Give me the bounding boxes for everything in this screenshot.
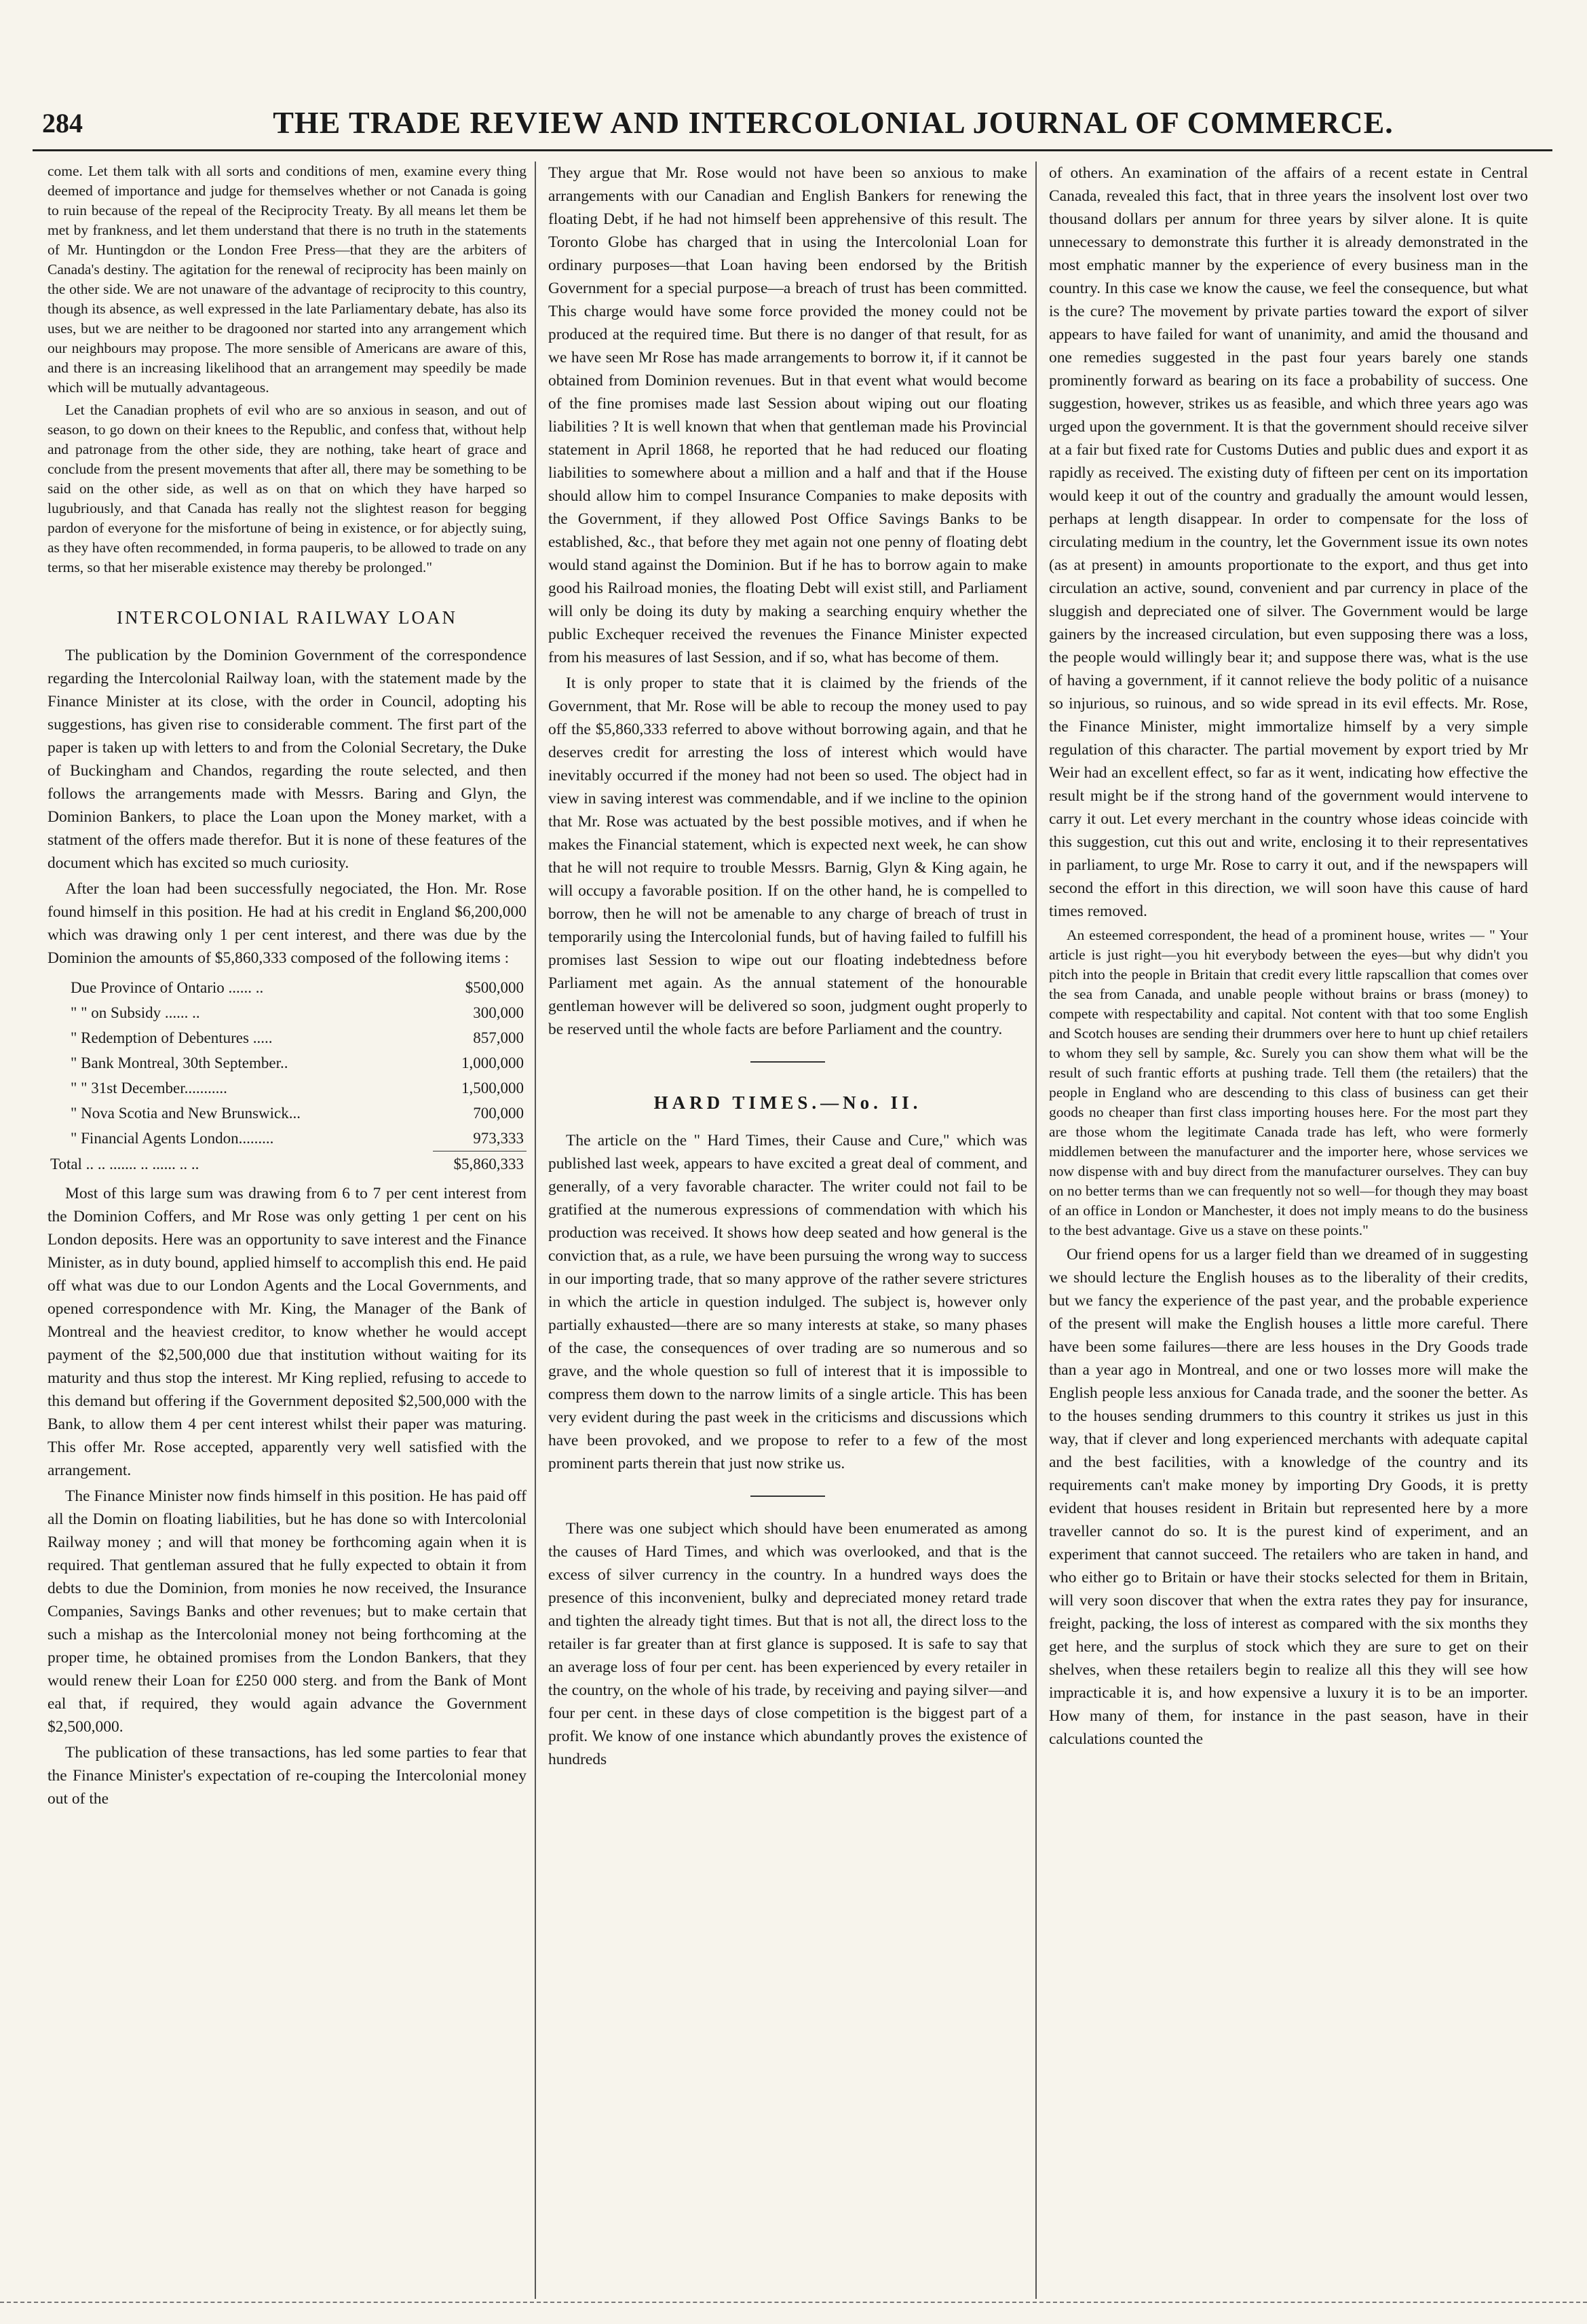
loan-item-amount: 1,000,000: [461, 1054, 524, 1071]
column-1: [47, 161, 527, 2299]
loan-item-amount: 300,000: [473, 1004, 524, 1021]
article-paragraph: Our friend opens for us a larger field than we dreamed of in suggesting we should lecture the English houses as to the liberality of their credits, but we fancy the experience of the past year, and the probable experience of the present will make the English houses a little more careful. There have been some failures—there are less houses in the Dry Goods trade than a year ago in Montreal, and one or two losses more will make the English people less anxious for Canada trade, and the sooner the better. As to the houses sending drummers to this country it strikes us just in this way, that if clever and long experienced merchants with adequate capital and the best facilities, with a knowledge of the country and its requirements can't make money by importing Dry Goods, it is pretty evident that houses resident in Britain but represented here by a more traveller cannot do so. It is the purest kind of experiment, and an experiment that cannot succeed. The retailers who are taken in hand, and who either go to Britain or have their stocks selected for them in Britain, will very soon discover that when the extra rates they pay for insurance, freight, packing, the loss of interest as compared with the six months they get here, and the surplus of stock which they are sure to get on their shelves, when these retailers begin to realize all this they will see how impracticable it is, and how expensive a luxury it is to be an importer. How many of them, for instance in the past season, have in their calculations counted the: [1049, 1246, 1528, 1748]
article-paragraph: Most of this large sum was drawing from 6 to 7 per cent interest from the Dominion Coffers, and Mr Rose was only getting 1 per cent on his London deposits. Here was an opportunity to save interest and the Finance Minister, as in duty bound, applied himself to accomplish this end. He paid off what was due to our London Agents and the Local Governments, and opened correspondence with Mr. King, the Manager of the Bank of Montreal and the heaviest creditor, to know whether he would accept payment of the $2,500,000 due that institution without waiting for its maturity and thus stop the interest. Mr King replied, refusing to accede to this demand but offering if the Government deposited $2,500,000 with the Bank, to allow them 4 per cent interest whilst their paper was maturing. This offer Mr. Rose accepted, apparently very well satisfied with the arrangement.: [47, 1185, 527, 1479]
column-3: [1049, 161, 1528, 2299]
section-divider: [750, 1061, 825, 1063]
loan-item-amount: $500,000: [465, 979, 524, 996]
column-2: [548, 161, 1027, 2299]
article-paragraph: They argue that Mr. Rose would not have been so anxious to make arrangements with our Canadian and English Bankers for renewing the floating Debt, if he had not himself been apprehensive of this result. The Toronto Globe has charged that in using the Intercolonial Loan for ordinary purposes—that Loan having been endorsed by the British Government for a special purpose—a breach of trust has been committed. This charge would have some force provided the money could not be produced at the required time. But there is no danger of that result, for as we have seen Mr Rose has made arrangements to borrow it, if it cannot be obtained from Dominion revenues. But in that event what would become of the fine promises made last Session about wiping out our floating liabilities ? It is well known that when that gentleman made his Provincial statement in April 1868, he reported that he had reduced our floating liabilities to somewhere about a million and a half and that if the House should allow him to compel Insurance Companies to make deposits with the Government, if they allowed Post Office Savings Banks to be established, &c., that before they met again not one penny of floating debt would stand against the Dominion. But if he has to borrow again to make good his Railroad monies, the floating Debt will exist still, and Parliament will only be doing its duty by making a searching enquiry whether the public Exchequer received the revenues the Finance Minister expected from his measures of last Session, and if so, what has become of them.: [548, 164, 1027, 666]
article-paragraph: The Finance Minister now finds himself in this position. He has paid off all the Domin on floating liabilities, but he has done so with Intercolonial Railway money ; and will that money be forthcoming again when it is required. That gentleman assured that he fully expected to obtain it from debts to due the Dominion, from monies he now received, the Insurance Companies, Savings Banks and other revenues; but to make certain that such a mishap as the Intercolonial money not being forthcoming at the proper time, he obtained promises from the London Bankers, that they would renew their Loan for £250 000 sterg. and from the Bank of Mont eal that, if required, they would again advance the Government $2,500,000.: [47, 1487, 527, 1736]
loan-total-amount: $5,860,333: [433, 1151, 527, 1177]
article-paragraph: After the loan had been successfully negociated, the Hon. Mr. Rose found himself in this position. He had at his credit in England $6,200,000 which was drawing only 1 per cent interest, and there was due by the Dominion the amounts of $5,860,333 composed of the following items :: [47, 880, 527, 967]
article-paragraph: The article on the " Hard Times, their Cause and Cure," which was published last week, appears to have excited a great deal of comment, and generally, of a very favorable character. The writer could not fail to be gratified at the numerous expressions of commendation with which his production was received. It shows how deep seated and how general is the conviction that, as a rule, we have been pursuing the wrong way to success in our importing trade, that so many approve of the rather severe strictures in which the article in question indulged. The subject is, however only partially exhausted—there are so many interests at stake, so many phases of the case, the consequences of over trading are so numerous and so grave, and the whole question so full of interest that it is impossible to compress them down to the narrow limits of a single article. This has been very evident during the past week in the criticisms and discussions which have been provoked, and we propose to refer to a few of the most prominent parts therein that just now strike us.: [548, 1132, 1027, 1472]
table-row: [47, 1050, 527, 1075]
loan-item-label: " Nova Scotia and New Brunswick...: [71, 1105, 301, 1122]
loan-total-label: Total .. .. ....... .. ...... .. ..: [50, 1155, 199, 1173]
table-row: [47, 1101, 527, 1126]
article-paragraph: come. Let them talk with all sorts and conditions of men, examine every thing deemed of importance and judge for themselves whether or not Canada is going to ruin because of the repeal of the Reciprocity Treaty. By all means let them be met by frankness, and let them understand that there is no truth in the statements of Mr. Huntingdon or the London Free Press—that they are the arbiters of Canada's destiny. The agitation for the renewal of reciprocity has been mainly on the other side. We are not unaware of the advantage of reciprocity to this country, though its absence, as well expressed in the late Parliamentary debate, has also its uses, but we are neither to be dragooned nor started into any arrangement which our neighbours may propose. The more sensible of Americans are aware of this, and there is an increasing likelihood that an arrangement may speedily be made which will be mutually advantageous.: [47, 163, 527, 396]
loan-item-amount: 857,000: [473, 1029, 524, 1046]
loan-item-label: " Financial Agents London.........: [71, 1130, 274, 1147]
page-header: [33, 102, 1552, 151]
article-paragraph: There was one subject which should have been enumerated as among the causes of Hard Times, and which was overlooked, and that is the excess of silver currency in the country. In a hundred ways does the presence of this inconvenient, bulky and depreciated money retard trade and tighten the already tight times. But that is not all, the direct loss to the retailer is far greater than at first glance is supposed. It is safe to say that an average loss of four per cent. has been experienced by every retailer in the country, on the whole of his trade, by receiving and paying silver—and four per cent. in these days of close competition is the biggest part of a profit. We know of one instance which abundantly proves the existence of hundreds: [548, 1520, 1027, 1768]
loan-item-label: " Bank Montreal, 30th September..: [71, 1054, 288, 1071]
article-paragraph: It is only proper to state that it is claimed by the friends of the Government, that Mr. Rose will be able to recoup the money used to pay off the $5,860,333 referred to above without borrowing again, and that he deserves credit for arresting the loss of interest which would have inevitably occurred if the money had not been so used. The object had in view in saving interest was commendable, and if we incline to the opinion that Mr. Rose was actuated by the best possible motives, and if when he makes the Financial statement, which is expected next week, he can show that he will not require to trouble Messrs. Barnig, Glyn & King again, he will occupy a favorable position. If on the other hand, he is compelled to borrow, then he will not be amenable to any charge of breach of trust in temporarily using the Intercolonial funds, but of having failed to fulfill his promises last Session to wipe out our floating indebtedness before Parliament met again. As the annual statement of the honourable gentleman however will be delivered so soon, judgment ought properly to be reserved until the whole facts are before Parliament and the country.: [548, 674, 1027, 1038]
article-paragraph: Let the Canadian prophets of evil who are so anxious in season, and out of season, to go down on their knees to the Republic, and confess that, without help and patronage from the other side, they are nothing, take heart of grace and conclude from the present movements that after all, there may be something to be said on the other side, as well as on that on which they have harped so lugubriously, and that Canada has really not the slightest reason for begging pardon of everyone for the misfortune of being in existence, or for abjectly suing, as they have often recommended, in forma pauperis, to be allowed to trade on any terms, so that her miserable existence may thereby be prolonged.": [47, 402, 527, 575]
loan-item-amount: 700,000: [473, 1105, 524, 1122]
loan-item-label: " " on Subsidy ...... ..: [71, 1004, 200, 1021]
loan-item-label: " " 31st December...........: [71, 1080, 227, 1097]
article-paragraph: The publication by the Dominion Government of the correspondence regarding the Intercolonial Railway loan, with the statement made by the Finance Minister at its close, with the order in Council, adopting his suggestions, has given rise to considerable comment. The first part of the paper is taken up with letters to and from the Colonial Secretary, the Duke of Buckingham and Chandos, regarding the route selected, and then follows the arrangements made with Messrs. Baring and Glyn, the Dominion Bankers, to place the Loan upon the Money market, with a statment of the offers made therefor. But it is none of these features of the document which has excited so much curiosity.: [47, 647, 527, 872]
loan-item-amount: 973,333: [473, 1130, 524, 1147]
bottom-fold-line: [0, 2302, 1587, 2303]
loan-item-amount: 1,500,000: [461, 1080, 524, 1097]
loan-total-row: [47, 1151, 527, 1177]
table-row: [47, 1025, 527, 1050]
paragraph-divider: [750, 1496, 825, 1497]
column-rule: [1035, 161, 1037, 2299]
section-heading: INTERCOLONIAL RAILWAY LOAN: [117, 607, 457, 628]
table-row: [47, 1126, 527, 1151]
table-row: [47, 975, 527, 1000]
loan-item-label: Due Province of Ontario ...... ..: [71, 979, 264, 996]
page-number: 284: [42, 108, 83, 138]
running-title: THE TRADE REVIEW AND INTERCOLONIAL JOURNAL OF COMMERCE.: [273, 105, 1394, 140]
quoted-paragraph: An esteemed correspondent, the head of a prominent house, writes — " Your article is just right—you hit everybody between the eyes—but why didn't you pitch into the people in Britain that credit every little rapscallion that comes over the sea from Canada, and unable people without brains or brass (money) to compete with respectability and capital. Not content with that too some English and Scotch houses are sending their drummers over here to hunt up chief retailers to whom they sell by sample, &c. Surely you can show them what will be the result of such frantic efforts at pushing trade. Tell them (the retailers) that the people in England who are descending to this class of business can get their goods no cheaper than first class importing houses here. For the most part they are those whom the legitimate Canada trade has left, who were formerly middlemen between the manufacturer and the importer here, whose services we now dispense with and buy direct from the manufacturer ourselves. They can buy on no better terms than we can frequently not so well—for though they may boast of an office in London or Manchester, it does not imply means to do the business to the best advantage. Give us a stave on these points.": [1049, 927, 1528, 1238]
article-paragraph: of others. An examination of the affairs of a recent estate in Central Canada, revealed this fact, that in three years the insolvent lost over two thousand dollars per annum for three years by silver alone. It is quite unnecessary to demonstrate this further it is already demonstrated in the most emphatic manner by the experience of every business man in the country. In this case we know the cause, we feel the consequence, but what is the cure? The movement by private parties toward the export of silver appears to have failed for want of unanimity, and amid the thousand and one remedies suggested in the past four years barely one stands prominently forward as bearing on its face a probability of success. One suggestion, however, strikes us as feasible, and which three years ago was urged upon the government. It is that the government should receive silver at a fair but fixed rate for Customs Duties and public dues and export it as rapidly as received. The existing duty of fifteen per cent on its importation would keep it out of the country and gradually the amount would lessen, perhaps at length disappear. In order to compensate for the loss of circulating medium in the country, let the Government issue its own notes (as at present) in amounts proportionate to the export, and thus get into circulation an active, sound, convenient and par currency in place of the sluggish and depreciated one of silver. The Government would be large gainers by the increased circulation, but even supposing there was a loss, the people would willingly bear it; and suppose there was, what is the use of having a government, if it cannot relieve the body politic of a nuisance so injurious, so ruinous, and so wide spread in its evil effects. Mr. Rose, the Finance Minister, might immortalize himself by a very simple regulation of this character. The partial movement by export tried by Mr Weir had an excellent effect, so far as it went, indicating how effective the result might be if the strong hand of the government would intervene to carry it out. Let every merchant in the country whose ideas coincide with this suggestion, cut this out and write, enclosing it to their representatives in parliament, to urge Mr. Rose to carry it out, and if the newspapers will second the effort in this direction, we will soon have this cause of hard times removed.: [1049, 164, 1528, 920]
section-heading: HARD TIMES.—No. II.: [653, 1092, 922, 1113]
article-paragraph: The publication of these transactions, has led some parties to fear that the Finance Minister's expectation of re-couping the Intercolonial money out of the: [47, 1744, 527, 1808]
table-row: [47, 1000, 527, 1025]
column-rule: [535, 161, 536, 2299]
table-row: [47, 1075, 527, 1101]
loan-item-label: " Redemption of Debentures .....: [71, 1029, 273, 1046]
loan-items-table: [47, 975, 527, 1177]
